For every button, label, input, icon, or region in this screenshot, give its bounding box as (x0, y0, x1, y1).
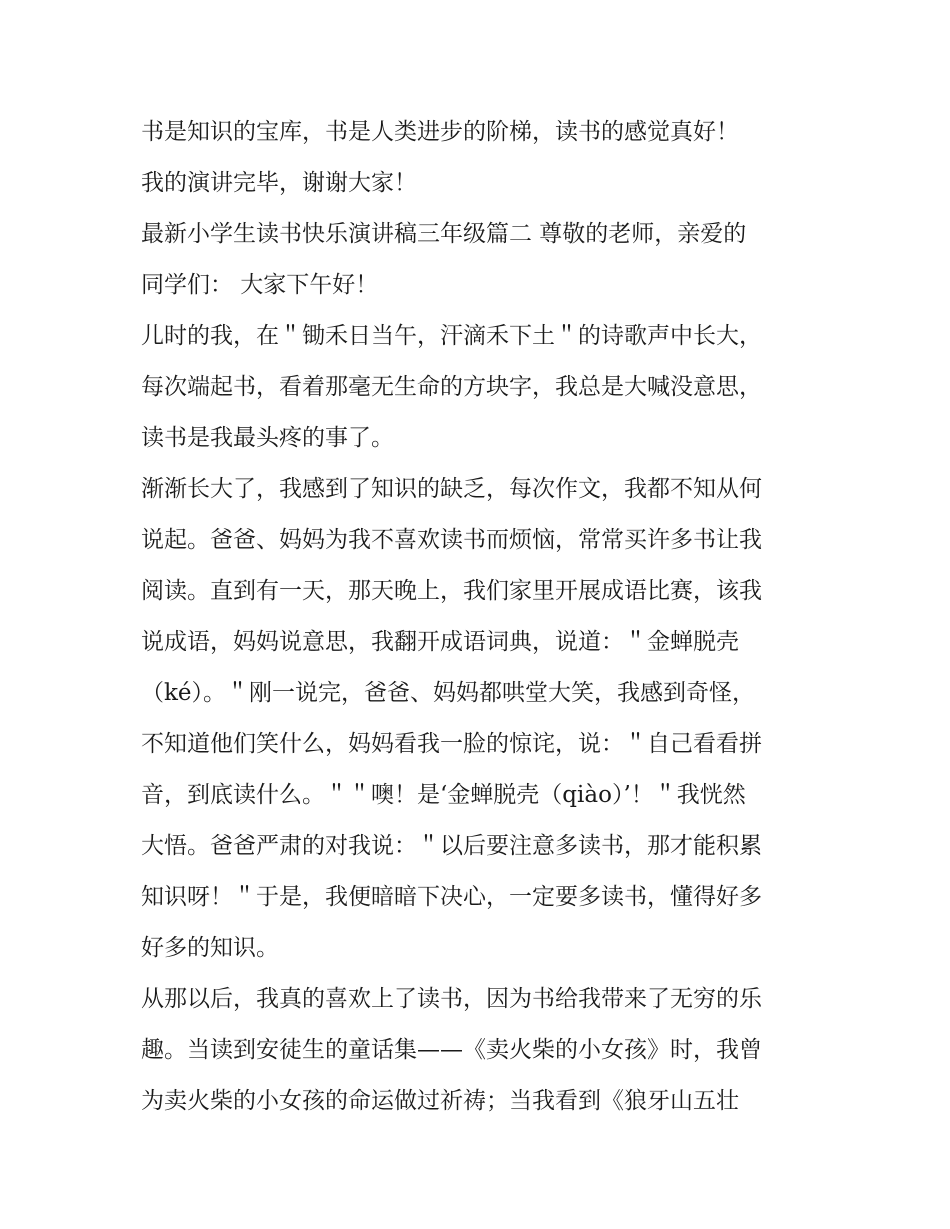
text-line: 趣。当读到安徒生的童话集——《卖火柴的小女孩》时，我曾 (141, 1037, 762, 1063)
text-line: 书是知识的宝库，书是人类进步的阶梯，读书的感觉真好！ (141, 119, 739, 145)
paragraph-3 (141, 209, 821, 311)
text-line: 为卖火柴的小女孩的命运做过祈祷；当我看到《狼牙山五壮 (141, 1088, 739, 1114)
text-line: 大悟。爸爸严肃的对我说：＂以后要注意多读书，那才能积累 (141, 833, 762, 859)
text-line: 最新小学生读书快乐演讲稿三年级篇二 尊敬的老师，亲爱的 (141, 221, 747, 247)
document-body (141, 107, 821, 1127)
text-line: 每次端起书，看着那毫无生命的方块字，我总是大喊没意思， (141, 374, 762, 400)
text-line: 读书是我最头疼的事了。 (141, 425, 394, 451)
text-line: 阅读。直到有一天，那天晚上，我们家里开展成语比赛，该我 (141, 578, 762, 604)
text-line: 音，到底读什么。＂＂噢！是‘金蝉脱壳（qiào）’！＂我恍然 (141, 782, 746, 808)
text-line: 从那以后，我真的喜欢上了读书，因为书给我带来了无穷的乐 (141, 986, 762, 1012)
paragraph-1 (141, 107, 821, 158)
text-line: 好多的知识。 (141, 935, 279, 961)
paragraph-5 (141, 464, 821, 974)
text-line: 我的演讲完毕，谢谢大家！ (141, 170, 417, 196)
text-line: 说成语，妈妈说意思，我翻开成语词典，说道：＂金蝉脱壳 (141, 629, 739, 655)
text-line: 说起。爸爸、妈妈为我不喜欢读书而烦恼，常常买许多书让我 (141, 527, 762, 553)
text-line: 儿时的我，在＂锄禾日当午，汗滴禾下土＂的诗歌声中长大， (141, 323, 762, 349)
text-line: 知识呀！＂于是，我便暗暗下决心，一定要多读书，懂得好多 (141, 884, 762, 910)
text-line: 渐渐长大了，我感到了知识的缺乏，每次作文，我都不知从何 (141, 476, 762, 502)
paragraph-4 (141, 311, 821, 464)
paragraph-2 (141, 158, 821, 209)
text-line: 不知道他们笑什么，妈妈看我一脸的惊诧，说：＂自己看看拼 (141, 731, 762, 757)
text-line: （ké）。＂刚一说完，爸爸、妈妈都哄堂大笑，我感到奇怪， (141, 680, 756, 706)
text-line: 同学们： 大家下午好！ (141, 272, 379, 298)
paragraph-6 (141, 974, 821, 1127)
